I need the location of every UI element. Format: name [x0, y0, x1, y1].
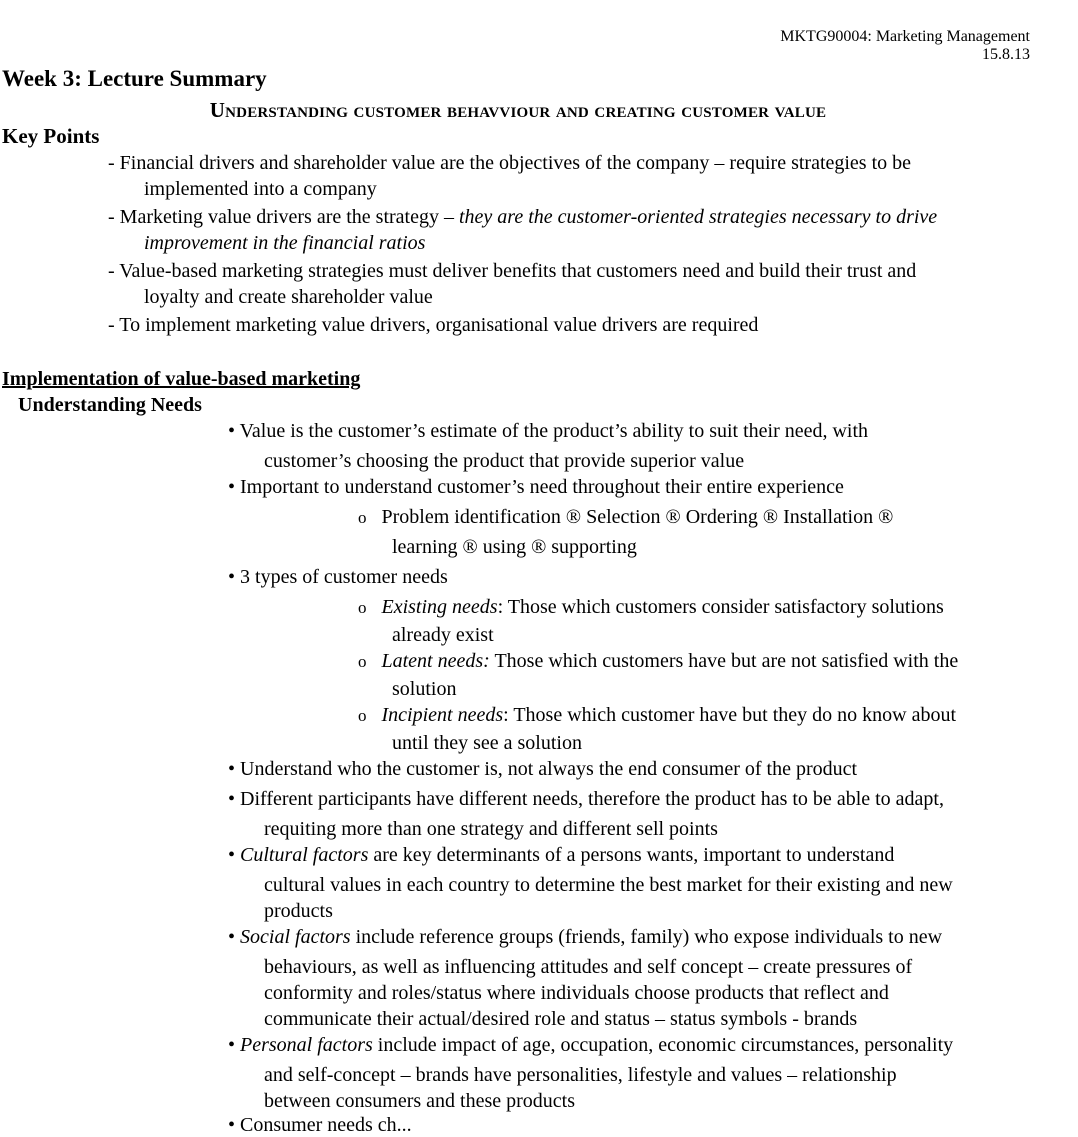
list-item: • Value is the customer’s estimate of the product’s ability to suit their need, with: [228, 420, 869, 442]
list-item-continuation: customer’s choosing the product that provide superior value: [264, 450, 745, 472]
page-subtitle: Understanding customer behavviour and creating customer value: [209, 98, 827, 122]
document-header: [780, 28, 1030, 64]
key-point-line: improvement in the financial ratios: [144, 232, 426, 254]
list-item-continuation: behaviours, as well as influencing attitudes and self concept – create pressures of: [264, 956, 913, 978]
bullet-icon: •: [228, 758, 236, 780]
key-point-line: loyalty and create shareholder value: [144, 286, 433, 308]
bullet-icon: •: [228, 1034, 236, 1056]
list-item-continuation: requiting more than one strategy and different sell points: [264, 818, 718, 840]
bullet-icon: •: [228, 566, 236, 588]
page-title: Week 3: Lecture Summary: [2, 66, 267, 91]
bullet-icon: •: [228, 420, 236, 442]
sub-list-item: o Existing needs: Those which customers consider satisfactory solutions: [358, 596, 944, 618]
key-points-heading: Key Points: [2, 124, 100, 148]
list-item: • Different participants have different needs, therefore the product has to be able to adapt,: [228, 788, 944, 810]
bullet-icon: •: [228, 926, 236, 948]
list-item-continuation: communicate their actual/desired role and status – status symbols - brands: [264, 1008, 858, 1030]
circle-bullet-icon: o: [358, 706, 367, 725]
list-item: • 3 types of customer needs: [228, 566, 448, 588]
list-item-continuation: and self-concept – brands have personalities, lifestyle and values – relationship: [264, 1064, 897, 1086]
list-item-continuation: conformity and roles/status where individuals choose products that reflect and: [264, 982, 889, 1004]
list-item: • Social factors include reference groups (friends, family) who expose individuals to new: [228, 926, 943, 948]
sub-list-item-continuation: solution: [392, 678, 457, 700]
list-item: • Personal factors include impact of age, occupation, economic circumstances, personality: [228, 1034, 954, 1056]
sub-list-item: o Problem identification ® Selection ® Ordering ® Installation ®: [358, 506, 894, 528]
sub-list-item-continuation: until they see a solution: [392, 732, 582, 754]
section-heading: Implementation of value-based marketing: [2, 368, 361, 390]
bullet-icon: •: [228, 1114, 236, 1136]
course-code: MKTG90004: Marketing Management: [780, 28, 1030, 45]
key-point-line: - Marketing value drivers are the strategy – they are the customer-oriented strategies necessary to drive: [108, 206, 938, 228]
document-date: 15.8.13: [982, 46, 1030, 63]
key-point-line: - To implement marketing value drivers, organisational value drivers are required: [108, 314, 759, 336]
list-item-continuation: cultural values in each country to determine the best market for their existing and new: [264, 874, 953, 896]
key-point-line: - Value-based marketing strategies must deliver benefits that customers need and build their trust and: [108, 260, 917, 282]
list-item: • Cultural factors are key determinants of a persons wants, important to understand: [228, 844, 895, 866]
sub-list-item: o Latent needs: Those which customers have but are not satisfied with the: [358, 650, 959, 672]
subsection-heading: Understanding Needs: [18, 394, 202, 416]
sub-list-item-continuation: already exist: [392, 624, 494, 646]
circle-bullet-icon: o: [358, 598, 367, 617]
list-item: • Consumer needs ch...: [228, 1114, 412, 1136]
key-point-line: implemented into a company: [144, 178, 377, 200]
list-item-continuation: products: [264, 900, 333, 922]
key-point-line: - Financial drivers and shareholder value are the objectives of the company – require strategies to be: [108, 152, 912, 174]
circle-bullet-icon: o: [358, 508, 367, 527]
bullet-icon: •: [228, 844, 236, 866]
list-item: • Understand who the customer is, not always the end consumer of the product: [228, 758, 858, 780]
sub-list-item: o Incipient needs: Those which customer have but they do no know about: [358, 704, 957, 726]
circle-bullet-icon: o: [358, 652, 367, 671]
bullet-icon: •: [228, 788, 236, 810]
sub-list-item-continuation: learning ® using ® supporting: [392, 536, 637, 558]
bullet-icon: •: [228, 476, 236, 498]
list-item-continuation: between consumers and these products: [264, 1090, 576, 1112]
list-item: • Important to understand customer’s need throughout their entire experience: [228, 476, 844, 498]
